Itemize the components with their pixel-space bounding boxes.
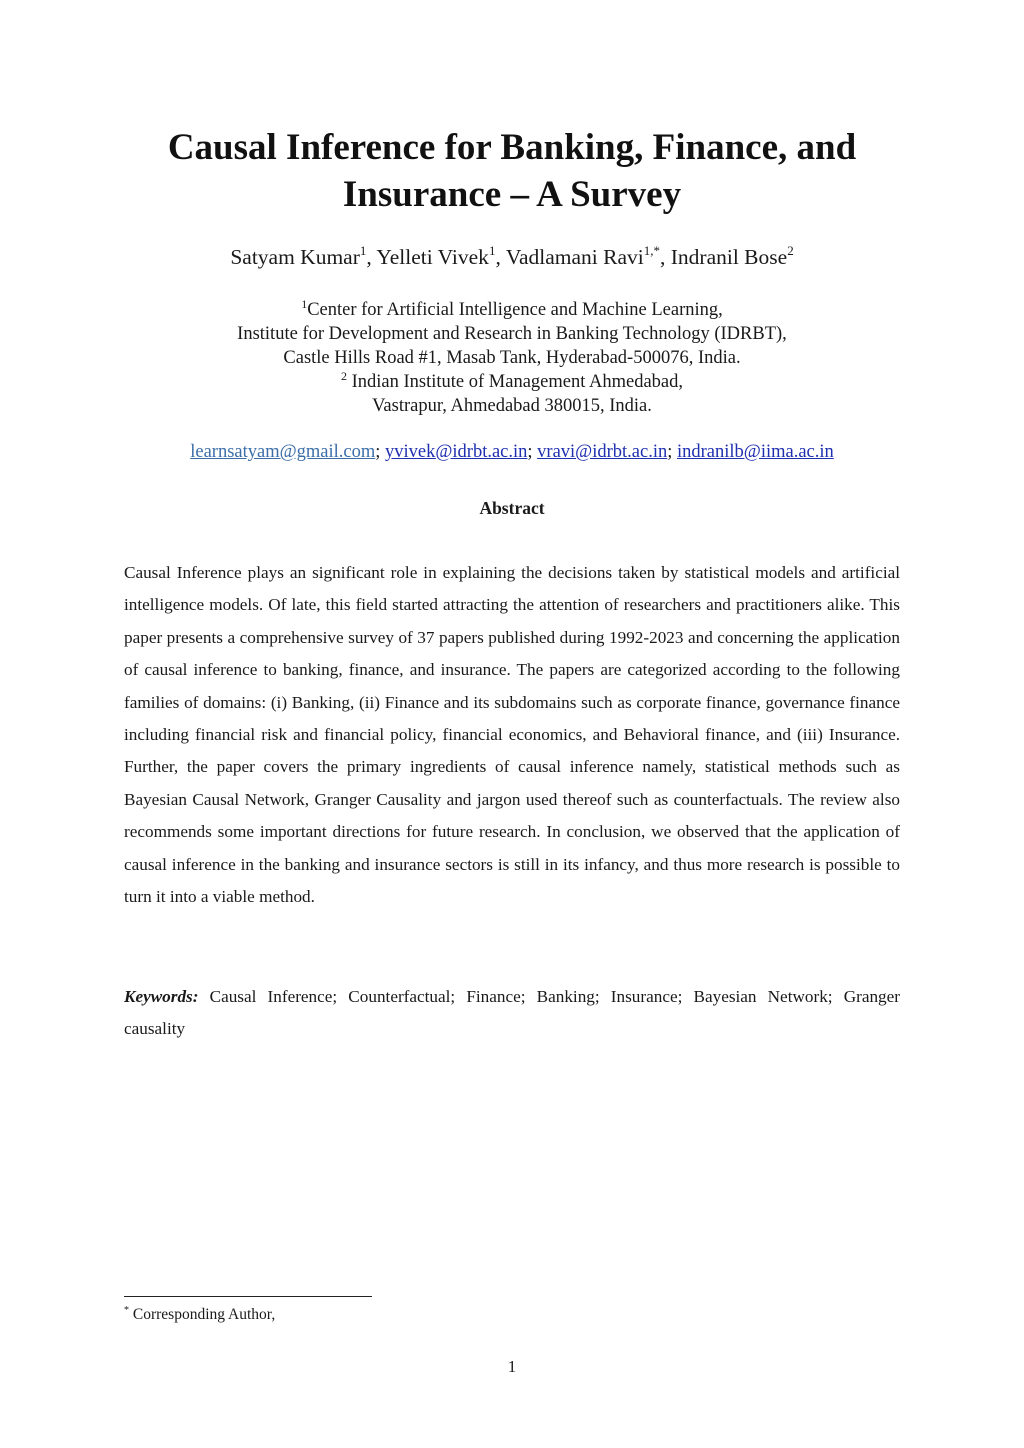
author-affil-mark: 1 — [488, 243, 496, 258]
page-number: 1 — [507, 1357, 517, 1376]
footnote-text: Corresponding Author, — [129, 1306, 276, 1323]
author-name: Satyam Kumar — [230, 245, 360, 269]
affiliation-text: Indian Institute of Management Ahmedabad, — [347, 372, 683, 392]
affiliation-1-line-1 — [0, 298, 1024, 322]
affiliation-2-line-1 — [0, 370, 1024, 394]
abstract-body — [124, 557, 900, 913]
email-link-kumar[interactable]: learnsatyam@gmail.com — [190, 442, 376, 462]
author-name: Indranil Bose — [670, 245, 788, 269]
affiliation-mark: 2 — [341, 369, 347, 383]
footnote — [124, 1305, 275, 1325]
affiliation-mark: 1 — [301, 297, 308, 311]
email-link-bose[interactable]: indranilb@iima.ac.in — [677, 442, 834, 462]
abstract-heading: Abstract — [479, 498, 545, 518]
affiliation-1-line-3: Castle Hills Road #1, Masab Tank, Hyderabad-500076, India. — [283, 348, 741, 368]
footnote-mark: * — [124, 1305, 129, 1316]
abstract-text: Causal Inference plays an significant role in explaining the decisions taken by statistical models and artificial intelligence models. Of late, this field started attracting the attention of researchers and practitioners alike. This paper presents a comprehensive survey of 37 papers published during 1992-2023 and concerning the application of causal inference to banking, finance, and insurance. The papers are categorized according to the following families of domains: (i) Banking, (ii) Finance and its subdomains such as corporate finance, governance finance including financial risk and financial policy, financial economics, and Behavioral finance, and (iii) Insurance. Further, the paper covers the primary ingredients of causal inference namely, statistical methods such as Bayesian Causal Network, Granger Causality and jargon used thereof such as counterfactuals. The review also recommends some important directions for future research. In conclusion, we observed that the application of causal inference in the banking and insurance sectors is still in its infancy, and thus more research is possible to turn it into a viable method. — [124, 563, 900, 907]
author-affil-mark: 2 — [787, 243, 794, 258]
paper-title — [0, 124, 1024, 218]
affiliations — [0, 298, 1024, 418]
affiliation-2-line-2: Vastrapur, Ahmedabad 380015, India. — [372, 396, 652, 416]
title-line-2: Insurance – A Survey — [342, 174, 682, 215]
email-link-vivek[interactable]: yvivek@idrbt.ac.in — [385, 442, 528, 462]
author-affil-mark: 1 — [359, 243, 367, 258]
author-name: Vadlamani Ravi — [505, 245, 644, 269]
keywords — [124, 981, 900, 1046]
keywords-label: Keywords: — [124, 987, 199, 1006]
keywords-text: Causal Inference; Counterfactual; Finance; Banking; Insurance; Bayesian Network; Granger causality — [124, 987, 900, 1039]
email-link-ravi[interactable]: vravi@idrbt.ac.in — [537, 442, 668, 462]
email-list: learnsatyam@gmail.com; yvivek@idrbt.ac.in; vravi@idrbt.ac.in; indranilb@iima.ac.in — [190, 442, 834, 462]
affiliation-1-line-2: Institute for Development and Research in Banking Technology (IDRBT), — [237, 324, 787, 344]
author-list: Satyam Kumar$^1$, Yelleti Vivek$^1$, Vadlamani Ravi$^{1,*}$, Indranil Bose$^2$ — [230, 243, 794, 269]
title-line-1: Causal Inference for Banking, Finance, and — [167, 127, 857, 168]
author-name: Yelleti Vivek — [376, 245, 489, 269]
author-affil-mark: 1,* — [643, 243, 660, 258]
affiliation-text: Center for Artificial Intelligence and Machine Learning, — [307, 300, 723, 320]
footnote-divider — [124, 1296, 372, 1297]
